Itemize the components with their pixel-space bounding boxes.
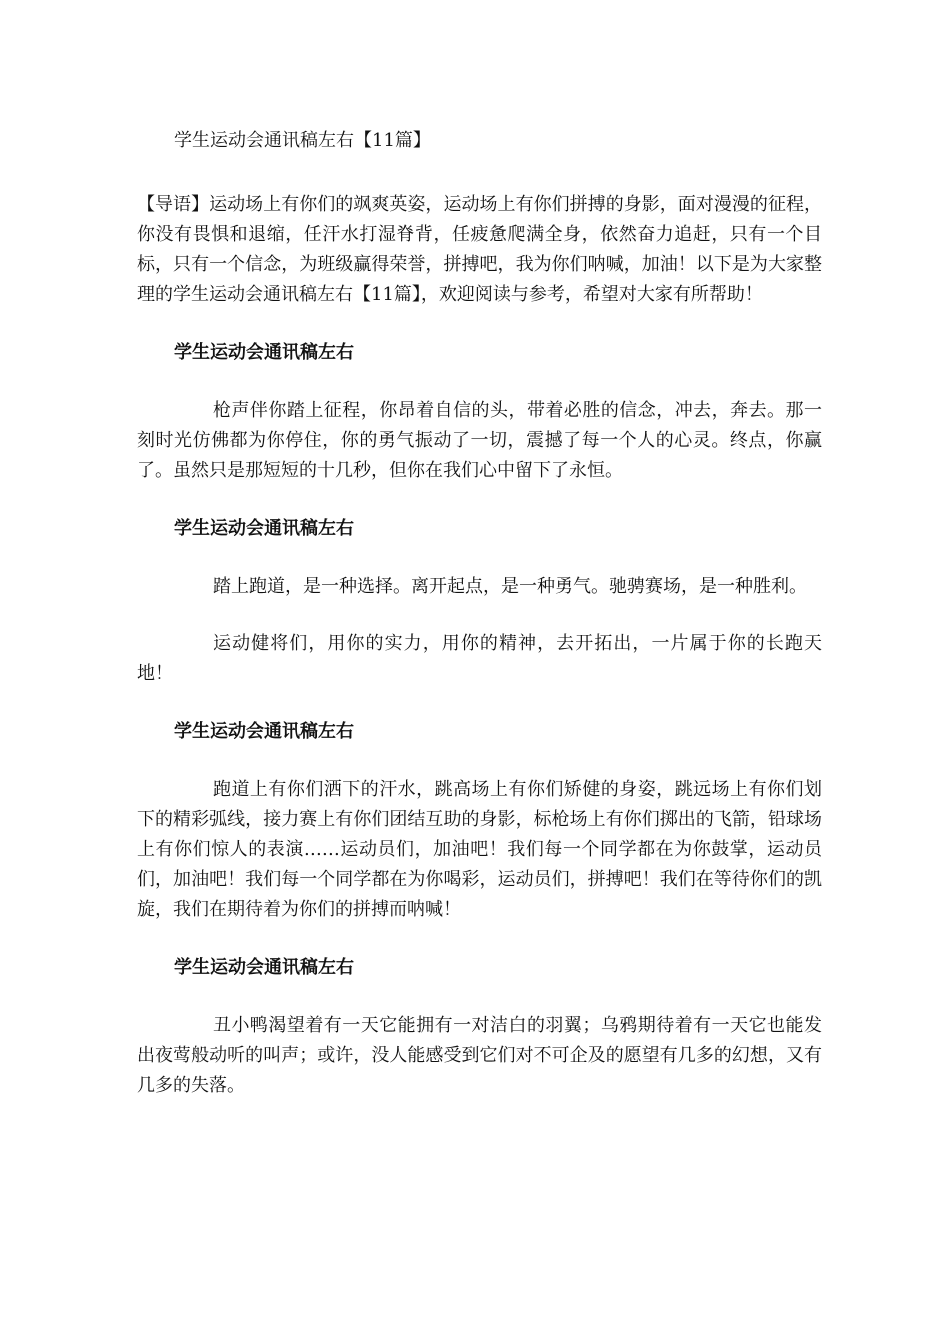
body-paragraph: 踏上跑道，是一种选择。离开起点，是一种勇气。驰骋赛场，是一种胜利。 [213, 576, 807, 597]
section-heading: 学生运动会通讯稿左右 [174, 957, 354, 978]
body-paragraph: 丑小鸭渴望着有一天它能拥有一对洁白的羽翼；乌鸦期待着有一天它也能发出夜莺般动听的叫声；或许，没人能感受到它们对不可企及的愿望有几多的幻想，又有几多的失落。 [137, 1015, 822, 1096]
document-title: 学生运动会通讯稿左右【11篇】 [174, 130, 431, 151]
section-heading: 学生运动会通讯稿左右 [174, 342, 354, 363]
section-heading: 学生运动会通讯稿左右 [174, 518, 354, 539]
body-paragraph: 运动健将们，用你的实力，用你的精神，去开拓出，一片属于你的长跑天地！ [137, 633, 822, 684]
section-1 [137, 338, 822, 486]
section-4 [137, 953, 822, 1101]
document-page [137, 126, 822, 1101]
body-paragraph: 枪声伴你踏上征程，你昂着自信的头，带着必胜的信念，冲去，奔去。那一刻时光仿佛都为你停住，你的勇气振动了一切，震撼了每一个人的心灵。终点，你赢了。虽然只是那短短的十几秒，但你在我们心中留下了永恒。 [137, 400, 822, 481]
body-paragraph: 跑道上有你们洒下的汗水，跳高场上有你们矫健的身姿，跳远场上有你们划下的精彩弧线，接力赛上有你们团结互助的身影，标枪场上有你们掷出的飞箭，铅球场上有你们惊人的表演……运动员们，加油吧！我们每一个同学都在为你鼓掌，运动员们，加油吧！我们每一个同学都在为你喝彩，运动员们，拼搏吧！我们在等待你们的凯旋，我们在期待着为你们的拼搏而呐喊！ [137, 779, 822, 920]
section-3 [137, 717, 822, 925]
intro-paragraph: 【导语】运动场上有你们的飒爽英姿，运动场上有你们拼搏的身影，面对漫漫的征程，你没有畏惧和退缩，任汗水打湿脊背，任疲惫爬满全身，依然奋力追赶，只有一个目标，只有一个信念，为班级赢得荣誉，拼搏吧，我为你们呐喊，加油！以下是为大家整理的学生运动会通讯稿左右【11篇】，欢迎阅读与参考，希望对大家有所帮助！ [137, 194, 822, 305]
section-heading: 学生运动会通讯稿左右 [174, 721, 354, 742]
section-2 [137, 514, 822, 689]
